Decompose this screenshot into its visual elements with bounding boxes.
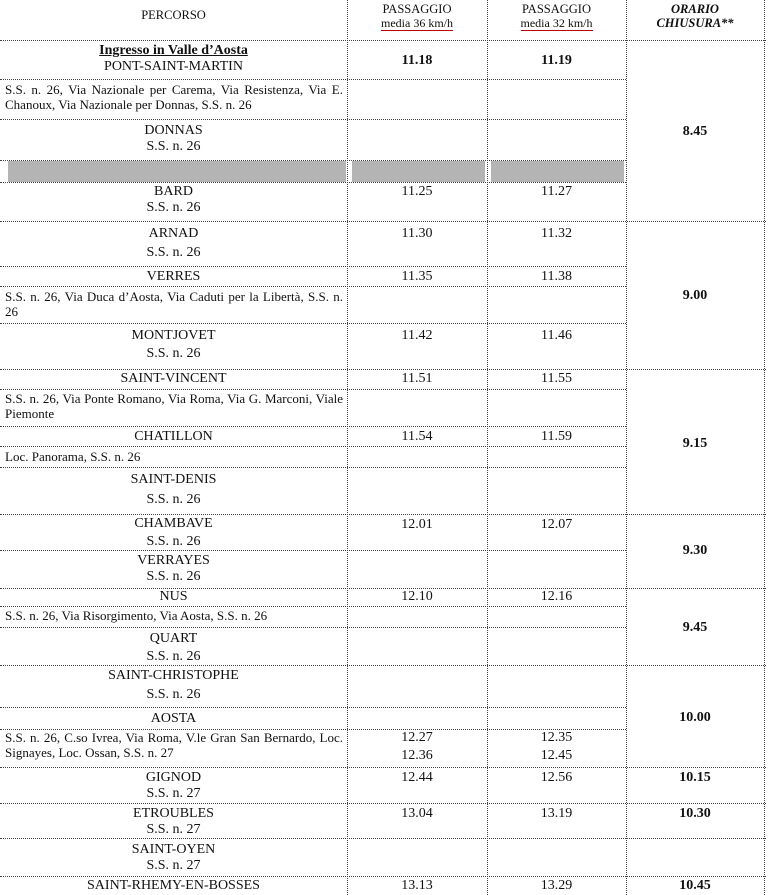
- time-36: 13.04: [401, 806, 433, 821]
- stop-nus: NUS: [159, 589, 188, 604]
- header-orario-line2: CHIUSURA**: [656, 16, 734, 30]
- grid-line: [0, 160, 626, 161]
- time-36: 11.35: [401, 269, 433, 284]
- header-passaggio-36-line2: media 36 km/h: [381, 16, 453, 30]
- stop-quart: [0, 631, 347, 665]
- grid-line: [0, 550, 626, 551]
- stop-name: GIGNOD: [145, 770, 202, 785]
- stop-saint-denis: [0, 472, 347, 510]
- time-32: 12.16: [540, 589, 573, 604]
- time-36: 11.25: [401, 184, 433, 199]
- time-36: 13.13: [401, 878, 433, 893]
- grid-line: [0, 514, 766, 515]
- stop-road: S.S. n. 26: [146, 346, 201, 361]
- time-36: 12.44: [401, 770, 433, 785]
- time-36: 11.30: [401, 226, 433, 241]
- stop-name: ETROUBLES: [133, 806, 214, 821]
- grid-line: [0, 627, 626, 628]
- stop-name: BARD: [154, 184, 193, 199]
- route-text: Loc. Panorama, S.S. n. 26: [5, 449, 141, 464]
- grid-line: [0, 369, 766, 370]
- header-percorso: PERCORSO: [141, 8, 206, 22]
- time-36: 12.01: [401, 517, 433, 532]
- closure-time: 9.00: [682, 288, 708, 303]
- stop-etroubles: [0, 806, 347, 838]
- time-32: 11.55: [541, 371, 572, 386]
- stop-road: S.S. n. 27: [146, 786, 201, 801]
- grid-line: [0, 119, 626, 120]
- time-32: 11.19: [541, 53, 572, 68]
- stop-name: MONTJOVET: [131, 328, 216, 343]
- stop-saint-christophe: [0, 668, 347, 704]
- time-32: 11.27: [541, 184, 572, 199]
- grid-line: [0, 182, 626, 183]
- closure-time: 10.15: [679, 770, 711, 785]
- stop-road: S.S. n. 26: [146, 139, 201, 154]
- stop-aosta: AOSTA: [150, 711, 197, 726]
- header-orario-chiusura: [626, 2, 764, 36]
- header-orario-line1: ORARIO: [671, 2, 719, 16]
- grid-line: [0, 467, 626, 468]
- entry-title: Ingresso in Valle d’Aosta: [99, 43, 248, 58]
- grid-line: [0, 79, 626, 80]
- stop-road: S.S. n. 26: [146, 569, 201, 584]
- stop-verrayes: [0, 553, 347, 587]
- grid-line: [0, 389, 626, 390]
- time-32: 11.38: [541, 269, 572, 284]
- grid-line: [0, 446, 626, 447]
- stop-name: VERRAYES: [137, 553, 210, 568]
- grid-line: [0, 286, 626, 287]
- time-36: 11.51: [401, 371, 433, 386]
- header-passaggio-32-line1: PASSAGGIO: [521, 2, 591, 16]
- stop-name: ARNAD: [148, 226, 199, 241]
- closure-time: 10.00: [679, 710, 711, 725]
- time-36: 12.10: [401, 589, 433, 604]
- time-32: 12.56: [540, 770, 573, 785]
- stop-gignod: [0, 770, 347, 802]
- stop-saint-rhemy-en-bosses: SAINT-RHEMY-EN-BOSSES: [87, 878, 260, 893]
- grid-line: [0, 838, 766, 839]
- route-text: S.S. n. 26, C.so Ivrea, Via Roma, V.le Gran San Bernardo, Loc. Signayes, Loc. Ossan, S.S. n. 27: [5, 730, 343, 760]
- stop-saint-vincent: SAINT-VINCENT: [120, 371, 227, 386]
- stop-name: CHAMBAVE: [134, 516, 213, 531]
- time-32: 11.46: [541, 328, 572, 343]
- grid-line: [0, 426, 626, 427]
- route-text: S.S. n. 26, Via Risorgimento, Via Aosta, S.S. n. 26: [5, 608, 268, 623]
- time-32: 11.32: [541, 226, 572, 241]
- stop-name: QUART: [149, 631, 198, 646]
- stop-road: S.S. n. 26: [146, 649, 201, 664]
- stop-bard: [0, 184, 347, 218]
- grid-line: [764, 0, 765, 895]
- stop-name: PONT-SAINT-MARTIN: [104, 59, 243, 74]
- stop-road: S.S. n. 26: [146, 245, 201, 260]
- stop-road: S.S. n. 26: [146, 200, 201, 215]
- stop-saint-oyen: [0, 842, 347, 874]
- header-passaggio-32-line2: media 32 km/h: [520, 16, 593, 30]
- grid-line: [0, 665, 766, 666]
- stop-road: S.S. n. 26: [146, 492, 201, 507]
- time-32: 11.59: [541, 429, 572, 444]
- stop-verres: VERRES: [146, 269, 201, 284]
- stop-road: S.S. n. 26: [146, 534, 201, 549]
- time-36: 11.42: [401, 328, 433, 343]
- time-32-a: 12.35: [540, 730, 573, 745]
- grid-line: [0, 767, 766, 768]
- closure-time: 9.30: [682, 543, 708, 558]
- stop-arnad: [0, 226, 347, 262]
- separator-band: [352, 161, 485, 182]
- grid-line: [0, 876, 766, 877]
- grid-line: [0, 40, 766, 41]
- time-36-a: 12.27: [401, 730, 433, 745]
- separator-band: [491, 161, 624, 182]
- grid-line: [0, 266, 626, 267]
- route-text: S.S. n. 26, Via Nazionale per Carema, Via Resistenza, Via E. Chanoux, Via Nazionale per Donnas, S.S. n. 26: [5, 82, 343, 112]
- time-32: 13.29: [540, 878, 573, 893]
- closure-time: 10.45: [679, 878, 711, 893]
- stop-name: DONNAS: [144, 123, 203, 138]
- time-36: 11.18: [401, 53, 433, 68]
- stop-name: SAINT-DENIS: [130, 472, 217, 487]
- closure-time: 8.45: [682, 124, 708, 139]
- time-36-b: 12.36: [401, 748, 433, 763]
- stop-donnas: [0, 123, 347, 157]
- time-32: 13.19: [540, 806, 573, 821]
- header-passaggio-36: [347, 2, 487, 36]
- grid-line: [0, 803, 766, 804]
- stop-road: S.S. n. 26: [146, 687, 201, 702]
- stop-montjovet: [0, 328, 347, 364]
- stop-chambave: [0, 516, 347, 550]
- closure-time: 9.45: [682, 620, 708, 635]
- header-passaggio-32: [487, 2, 626, 36]
- grid-line: [0, 323, 626, 324]
- route-text: S.S. n. 26, Via Ponte Romano, Via Roma, Via G. Marconi, Viale Piemonte: [5, 391, 343, 421]
- stop-pont-saint-martin: [0, 43, 347, 77]
- grid-line: [0, 221, 766, 222]
- time-32: 12.07: [540, 517, 573, 532]
- separator-band: [8, 161, 346, 182]
- header-passaggio-36-line1: PASSAGGIO: [382, 2, 452, 16]
- stop-name: SAINT-OYEN: [131, 842, 216, 857]
- stop-road: S.S. n. 27: [146, 858, 201, 873]
- closure-time: 9.15: [682, 436, 708, 451]
- stop-road: S.S. n. 27: [146, 822, 201, 837]
- time-36: 11.54: [401, 429, 433, 444]
- grid-line: [0, 707, 626, 708]
- stop-chatillon: CHATILLON: [134, 429, 213, 444]
- route-text: S.S. n. 26, Via Duca d’Aosta, Via Caduti per la Libertà, S.S. n. 26: [5, 289, 343, 319]
- grid-line: [0, 606, 626, 607]
- closure-time: 10.30: [679, 806, 711, 821]
- stop-name: SAINT-CHRISTOPHE: [108, 668, 239, 683]
- time-32-b: 12.45: [540, 748, 573, 763]
